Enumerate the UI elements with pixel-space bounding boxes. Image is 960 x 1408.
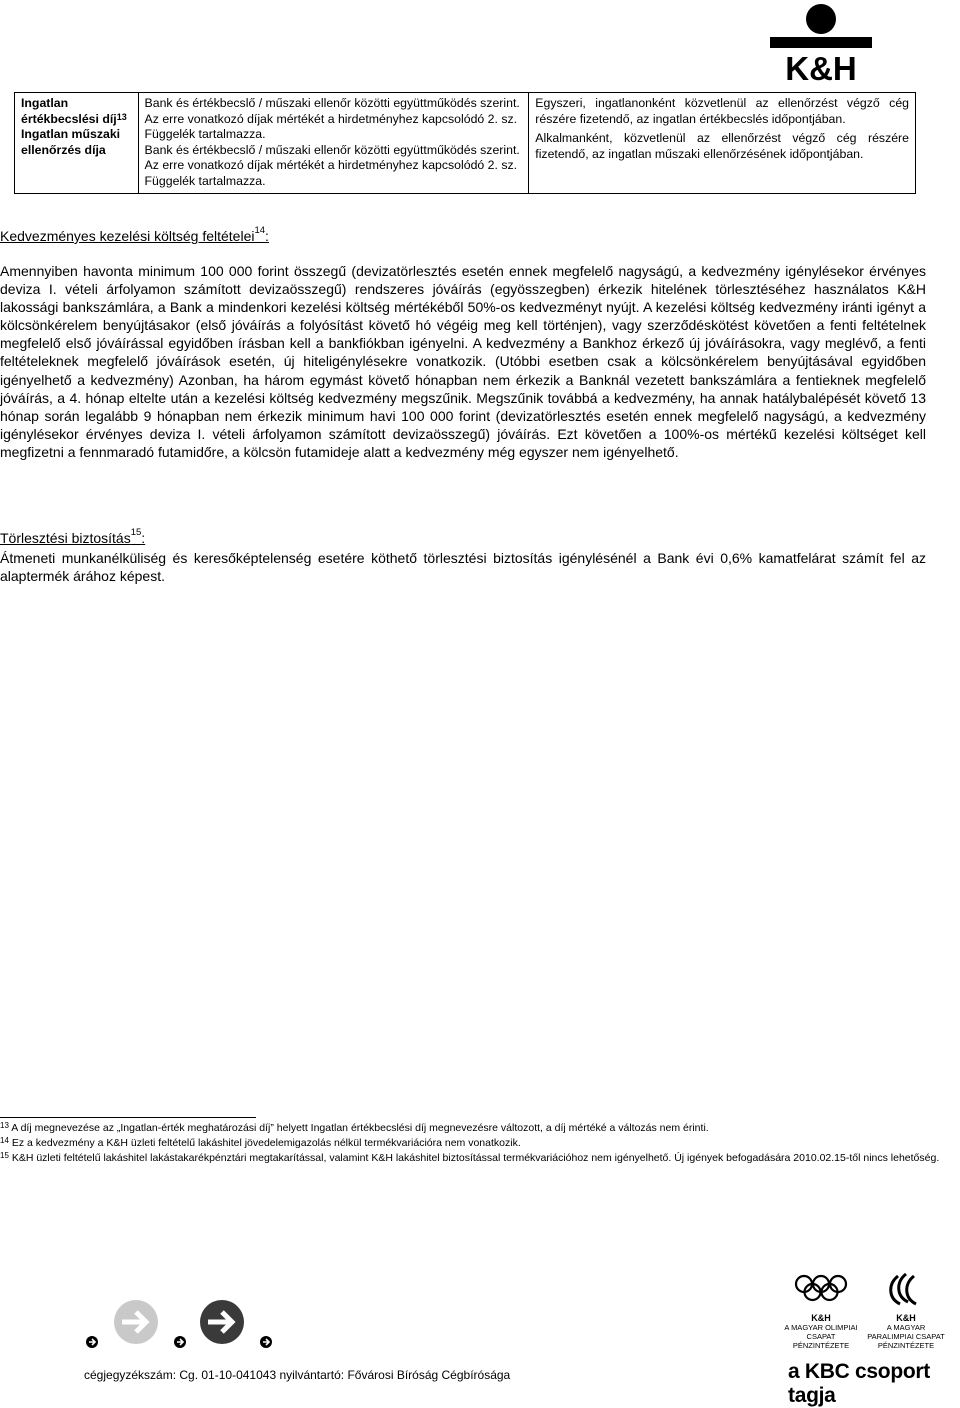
arrow-icon — [174, 1336, 186, 1348]
olympic-badge: K&H A MAGYAR OLIMPIAI CSAPAT PÉNZINTÉZETE — [784, 1313, 858, 1350]
section-heading: Kedvezményes kezelési költség feltételei$^{14}$: — [0, 225, 269, 244]
fee-label: Ingatlan értékbecslési díj$^{13}$ — [21, 96, 127, 126]
fee-desc: Bank és értékbecslő / műszaki ellenőr közötti együttműködés szerint. Az erre vonatkozó díjak mértékét a hirdetményhez kapcsolódó 2. sz. Függelék tartalmazza. — [144, 142, 520, 188]
paralympic-badge: K&H A MAGYAR PARALIMPIAI CSAPAT PÉNZINTÉZETE — [867, 1313, 945, 1350]
gray-arrow-circle-icon — [114, 1300, 158, 1344]
fee-label: Ingatlan műszaki ellenőrzés díja — [21, 127, 121, 157]
footnote-ref: 14 — [254, 225, 266, 236]
company-registration: cégjegyzékszám: Cg. 01-10-041043 nyilvántartó: Fővárosi Bíróság Cégbírósága — [84, 1368, 511, 1382]
logo-text: K&H — [785, 50, 857, 82]
table-row — [15, 93, 916, 194]
footnote-ref: 13 — [116, 111, 127, 122]
kbc-tagline: a KBC csoport tagja — [788, 1360, 930, 1407]
paragraph: Átmeneti munkanélküliség és keresőképtelenség esetére köthető törlesztési biztosítás igénylésénél a Bank évi 0,6% kamatfelárat számít fel az alaptermék árához képest. — [0, 550, 926, 585]
fee-when: Alkalmanként, közvetlenül az ellenőrzést végző cég részére fizetendő, az ingatlan műszaki ellenőrzésének időpontjában. — [535, 131, 909, 161]
footnote: $^{15}$ K&H üzleti feltételű lakáshitel lakástakarékpénztári megtakarítással, valamint K&H lakáshitel biztosítással termékvariációhoz nem igényelhető. Új igények befogadására 2010.02.15-től nincs lehetőség. — [0, 1151, 940, 1164]
footnote-ref: 15 — [130, 527, 142, 538]
fee-label-cell — [15, 93, 139, 194]
fee-when-cell — [529, 93, 916, 194]
fee-table — [14, 92, 916, 194]
section-heading: Törlesztési biztosítás$^{15}$: — [0, 527, 146, 546]
olympic-rings-icon — [793, 1274, 849, 1304]
fee-desc: Bank és értékbecslő / műszaki ellenőr közötti együttműködés szerint. Az erre vonatkozó díjak mértékét a hirdetményhez kapcsolódó 2. sz. Függelék tartalmazza. — [144, 96, 520, 142]
arrow-icon — [86, 1336, 98, 1348]
fee-when: Egyszeri, ingatlanonként közvetlenül az ellenőrzést végző cég részére fizetendő, az ingatlan értékbecslés időpontjában. — [535, 96, 909, 126]
fee-desc-cell — [138, 93, 529, 194]
paralympic-icon — [886, 1270, 926, 1308]
footnote: $^{13}$ A díj megnevezése az „Ingatlan-érték meghatározási díj” helyett Ingatlan értékbecslési díj megnevezésre változott, a díj mértéké a változás nem érinti. — [0, 1121, 709, 1134]
footnote: $^{14}$ Ez a kedvezmény a K&H üzleti feltételű lakáshitel jövedelemigazolás nélkül termékvariációra nem vonatkozik. — [0, 1136, 521, 1149]
footer-icons — [84, 1296, 334, 1356]
footnote-divider — [0, 1117, 256, 1118]
paragraph: Amennyiben havonta minimum 100 000 forint összegű (devizatörlesztés esetén ennek megfelelő nagyságú, a kedvezmény igénylésekor érvényes deviza I. vételi árfolyamon számított devizaösszegű) rendszeres jóváírás (egyösszegben) érkezik hitelének törlesztéséhez használatos K&H lakossági bankszámlára, a Bank a mindenkori kezelési költség mértékéből 50%-os kedvezményt nyújt. A kezelési költség kedvezmény iránti igényt a kölcsönkérelem benyújtásakor (első jóváírás a folyósítást követő hó végéig meg kell történjen), vagy szerződéskötést követően a fenti feltételnek megfelelő első jóváírással egyidőben írásban kell a bankfiókban igényelni. A kedvezmény a Bankhoz érkező új jóváírásokra, vagy meglévő, a fenti feltételeknek megfelelő jóváírások esetén, új hiteligénylésekre vonatkozik. (Utóbbi esetben csak a kölcsönkérelem benyújtásával egyidőben igényelhető a kedvezmény) Azonban, ha három egymást követő hónapban nem érkezik a Banknál vezetett bankszámlára a fentieknek megfelelő jóváírás, a 4. hónap eltelte után a kezelési költség kedvezmény megszűnik. Megszűnik továbbá a kedvezmény, ha annak hatálybalépését követő 13 hónap során legalább 9 hónapban nem érkezik minimum havi 100 000 forint (devizatörlesztés esetén ennek megfelelő nagyságú, a kedvezmény igénylésekor érvényes deviza I. vételi árfolyamon számított devizaösszegű) jóváírás. Ezt követően a 100%-os mértékű kezelési költséget kell megfizetni a fennmaradó futamidőre, a kölcsön futamideje alatt a kedvezmény még egyszer nem igényelhető. — [0, 263, 926, 460]
arrow-icon — [260, 1336, 272, 1348]
kh-logo — [770, 2, 872, 82]
dark-arrow-circle-icon — [200, 1300, 244, 1344]
